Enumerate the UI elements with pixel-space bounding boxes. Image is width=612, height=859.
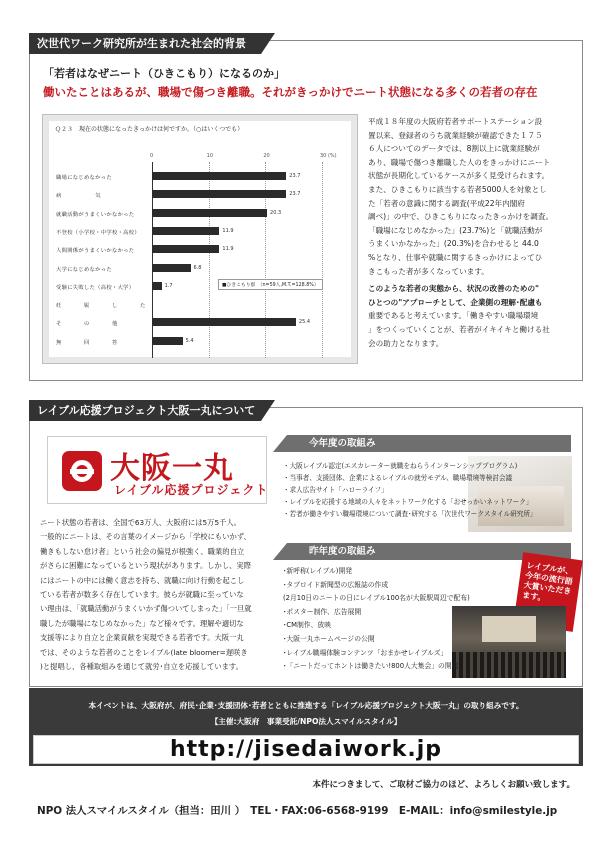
last-year-item: ･ポスター制作、広告展開 — [283, 607, 362, 616]
background-paragraph — [368, 115, 573, 278]
chart-x-tick: 0 — [150, 153, 154, 159]
red-headline: 働いたことはあるが、職場で傷つき離職。それがきっかけでニート状態になる多くの若者の存在 — [43, 85, 538, 99]
question-heading: 「若者はなぜニート（ひきこもり）になるのか」 — [43, 67, 285, 80]
chart-x-tick: 30 (%) — [320, 153, 337, 159]
last-year-item: ･「ニートだってホントは働きたい!800人大集会」の開催 — [283, 662, 459, 671]
last-year-item: ･新呼称(レイブル)開発 — [283, 567, 353, 575]
osaka-ichigan-logo — [47, 436, 267, 504]
chart-gridline — [322, 162, 323, 358]
chart-bar — [152, 172, 286, 180]
chart-bar — [152, 190, 286, 198]
background-body — [368, 115, 573, 350]
this-year-item: ・若者が働きやすい職場環境について調査･研究する「次世代ワークスタイル研究所」 — [283, 510, 537, 518]
emphasis-lines — [368, 282, 573, 309]
last-year-item: (2月10日のニートの日にレイブル100名が大阪駅周辺で配布) — [283, 594, 470, 603]
chart-bar — [152, 337, 183, 345]
header-tab-shape — [273, 543, 287, 560]
body-line: 職したが職場になじめなかった」など様々です。理解や適切な — [40, 618, 244, 628]
body-line: 」をつくっていくことが、若者がイキイキと働ける社 — [368, 324, 550, 334]
body-line: きこもった者が多くなっています。 — [368, 266, 489, 276]
chart-bar — [152, 245, 219, 253]
chart-value-label: 25.4 — [298, 319, 311, 326]
logo-sub-text: レイブル応援プロジェクト — [114, 483, 269, 497]
chart-value-label: 11.9 — [222, 227, 234, 234]
project-section-header: レイブル応援プロジェクト大阪一丸について — [29, 400, 261, 421]
body-line: た「若者の意識に関する調査(平成22年内閣府 — [368, 198, 525, 208]
body-line: 状態が長期化しているケースが多く見受けられます。 — [368, 171, 550, 181]
emphasis-line: ひとつの"アプローチとして、企業側の理解･配慮も — [368, 297, 543, 307]
footer-panel — [29, 688, 583, 845]
chart-category-label: 大学になじめなかった — [56, 266, 112, 273]
chart-bar — [152, 209, 267, 217]
body-line: 平成１８年度の大阪府若者サポートステーション設 — [368, 117, 543, 126]
this-year-header: 今年度の取組み — [287, 435, 571, 452]
project-paragraph — [40, 516, 284, 674]
chart-value-label: 23.7 — [289, 191, 301, 198]
chart-category-label: 無 回 答 — [56, 339, 118, 346]
body-line: あり、職場で傷つき離職した人のをきっかけにニート — [368, 157, 551, 167]
logo-circle-icon — [62, 451, 102, 491]
background-section-header: 次世代ワーク研究所が生まれた社会的背景 — [29, 33, 261, 54]
chart-category-label: 妊 娠 し た — [56, 303, 146, 310]
contact-area — [29, 766, 583, 845]
chart-bar — [152, 318, 296, 326]
header-tab-shape — [261, 33, 275, 54]
body-line: 調べ)」の中で、ひきこもりになったきっかけを調査。 — [368, 212, 554, 222]
emphasis-line: このような若者の実態から、状況の改善のための" — [368, 284, 540, 294]
last-year-item: ･大阪一丸ホームページの公開 — [283, 634, 375, 643]
footer-statement: 本イベントは、大阪府が、府民･企業･支援団体･若者とともに推進する「レイブル応援プロジェクト大阪一丸」の取り組みです。 — [88, 701, 524, 710]
header-tab-shape — [273, 435, 287, 452]
body-line: がさらに困難になっているという現状があります。しかし、実際 — [40, 561, 252, 571]
last-year-item: ･タブロイド新聞型の広報誌の作成 — [283, 580, 389, 589]
body-line: い理由は、「就職活動がうまくいかず傷ついてしまった」「一旦就 — [40, 604, 252, 614]
website-link[interactable] — [33, 735, 579, 764]
poster-text: レイブルが、今年の流行語大賞いただきます。 — [521, 560, 574, 603]
body-line: 一般的にニートは、その言葉のイメージから「学校にもいかず、 — [40, 532, 251, 542]
body-line: %となり、仕事や就職に関するきっかけによってひ — [368, 252, 543, 262]
thanks-text: 本件につきまして、ご取材ご協力のほど、よろしくお願い致します。 — [312, 780, 575, 790]
background-paragraph-2 — [368, 309, 573, 350]
body-line: 働きもしない怠け者」という社会の偏見が根強く、職業的自立 — [40, 546, 245, 556]
this-year-item: ・当事者、支援団体、企業によるレイブルの就労モデル、職場環境等検討会議 — [283, 474, 513, 482]
body-line: にはニートの中には働く意志を持ち、就職に向け行動を起こし — [40, 575, 245, 585]
chart-value-label: 23.7 — [289, 173, 301, 179]
chart-value-label: 20.3 — [270, 209, 282, 216]
body-line: )と提唱し、各種取組みを通じて就労･自立を応援しています。 — [40, 662, 243, 672]
body-line: 「職場になじめなかった」(23.7%)と「就職活動が — [368, 225, 543, 235]
last-year-item: ･CM制作、放映 — [283, 621, 331, 630]
this-year-list — [283, 460, 537, 520]
contact-line: NPO 法人スマイルスタイル（担当：田川 ） TEL・FAX:06-6568-9199 E-MAIL：info@smilestyle.jp — [37, 805, 558, 817]
footer-organizer: 【主催:大阪府 事業受託/NPO法人スマイルスタイル】 — [210, 717, 402, 726]
chart-category-label: そ の 他 — [56, 321, 118, 328]
logo-main-text: 大阪一丸 — [110, 451, 234, 486]
chart-bar — [152, 227, 219, 235]
chart-category-label: 職場になじめなかった — [56, 175, 112, 181]
body-line: ６人についてのデータでは、8割以上に就業経験が — [368, 144, 540, 154]
website-url[interactable]: http://jisedaiwork.jp — [169, 737, 443, 762]
chart-category-label: 受験に失敗した（高校・大学） — [56, 284, 135, 291]
chart-category-label: 人間関係がうまくいかなかった — [56, 248, 135, 255]
chart-legend: ■ひきこもり群 （n=59人,M.T.=128.8%） — [218, 279, 323, 290]
body-line: ニート状態の若者は、全国で63万人、大阪府には5万5千人。 — [40, 518, 241, 527]
body-line: 支援等により自立と企業貢献を実現できる若者です。大阪一丸 — [40, 633, 244, 643]
chart-value-label: 1.7 — [164, 282, 173, 289]
body-line: ている若者が数多く存在しています。彼らが就職に至っていな — [40, 590, 244, 600]
body-line: 重要であると考えています。「働きやすい職場環境 — [368, 311, 539, 321]
chart-category-label: 不登校（小学校・中学校・高校） — [56, 229, 140, 236]
body-line: 置以来、登録者のうち就業経験が確認できた１７５ — [368, 130, 543, 140]
last-year-item: ･レイブル職場体験コンテンツ「おまかせレイブルズ」 — [283, 648, 448, 657]
body-line: また、ひきこもりに該当する若者5000人を対象とし — [368, 184, 547, 194]
chart-value-label: 5.4 — [185, 337, 194, 344]
this-year-item: ・求人広告サイト「ハローライフ」 — [283, 486, 388, 494]
chart-bar — [152, 264, 191, 272]
this-year-item: ・レイブルを応援する地域の人々をネットワーク化する「おせっかいネットワーク」 — [283, 498, 533, 506]
body-line: では、そのような若者のことをレイブル(late bloomer=遅咲き — [40, 647, 248, 657]
chart-bar — [152, 282, 162, 290]
body-line: 会の助力となります。 — [368, 338, 444, 348]
chart-category-label: 就職活動がうまくいかなかった — [56, 211, 135, 218]
chart-x-tick: 20 — [263, 153, 270, 159]
chart-title: Ｑ２３ 現在の状態になったきっかけは何ですか。（○はいくつでも） — [55, 126, 244, 133]
chart-category-label: 病 気 — [56, 193, 101, 200]
chart-x-tick: 10 — [206, 153, 214, 159]
last-year-header: 昨年度の取組み — [287, 543, 571, 560]
body-line: うまくいかなかった」(20.3%)を合わせると 44.0 — [368, 239, 539, 249]
this-year-item: ・大阪レイブル認定(エスカレーター就職をねらうインターンシッププログラム) — [283, 462, 518, 470]
chart-value-label: 6.8 — [193, 264, 202, 271]
header-tab-shape — [261, 400, 275, 421]
last-year-list — [283, 565, 470, 674]
chart-value-label: 11.9 — [222, 246, 234, 253]
